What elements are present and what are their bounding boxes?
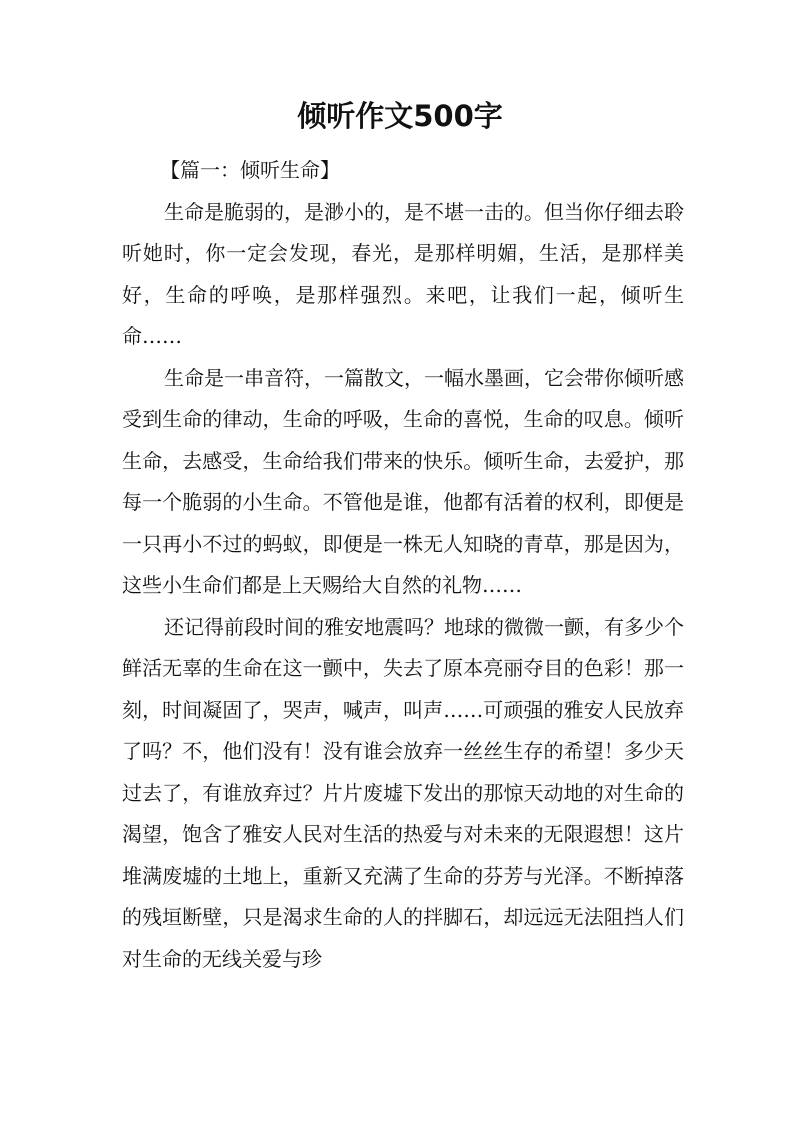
paragraph-3: 还记得前段时间的雅安地震吗？地球的微微一颤，有多少个鲜活无辜的生命在这一颤中，失去了原本亮丽夺目的色彩！那一刻，时间凝固了，哭声，喊声，叫声……可顽强的雅安人民放弃了吗？不，他们没有！没有谁会放弃一丝丝生存的希望！多少天过去了，有谁放弃过？片片废墟下发出的那惊天动地的对生命的渴望，饱含了雅安人民对生活的热爱与对未来的无限遐想！这片堆满废墟的土地上，重新又充满了生命的芬芳与光泽。不断掉落的残垣断壁，只是渴求生命的人的拌脚石，却远远无法阻挡人们对生命的无线关爱与珍	[122, 614, 684, 971]
section-heading: 【篇一：倾听生命】	[160, 158, 340, 182]
paragraph-2: 生命是一串音符，一篇散文，一幅水墨画，它会带你倾听感受到生命的律动，生命的呼吸，生命的喜悦，生命的叹息。倾听生命，去感受，生命给我们带来的快乐。倾听生命，去爱护，那每一个脆弱的小生命。不管他是谁，他都有活着的权利，即便是一只再小不过的蚂蚁，即便是一株无人知晓的青草，那是因为，这些小生命们都是上天赐给大自然的礼物……	[122, 365, 684, 597]
document-title: 倾听作文500字	[297, 99, 503, 133]
document-body	[122, 150, 684, 980]
paragraph-1: 生命是脆弱的，是渺小的，是不堪一击的。但当你仔细去聆听她时，你一定会发现，春光，是那样明媚，生活，是那样美好，生命的呼唤，是那样强烈。来吧，让我们一起，倾听生命……	[122, 199, 684, 348]
